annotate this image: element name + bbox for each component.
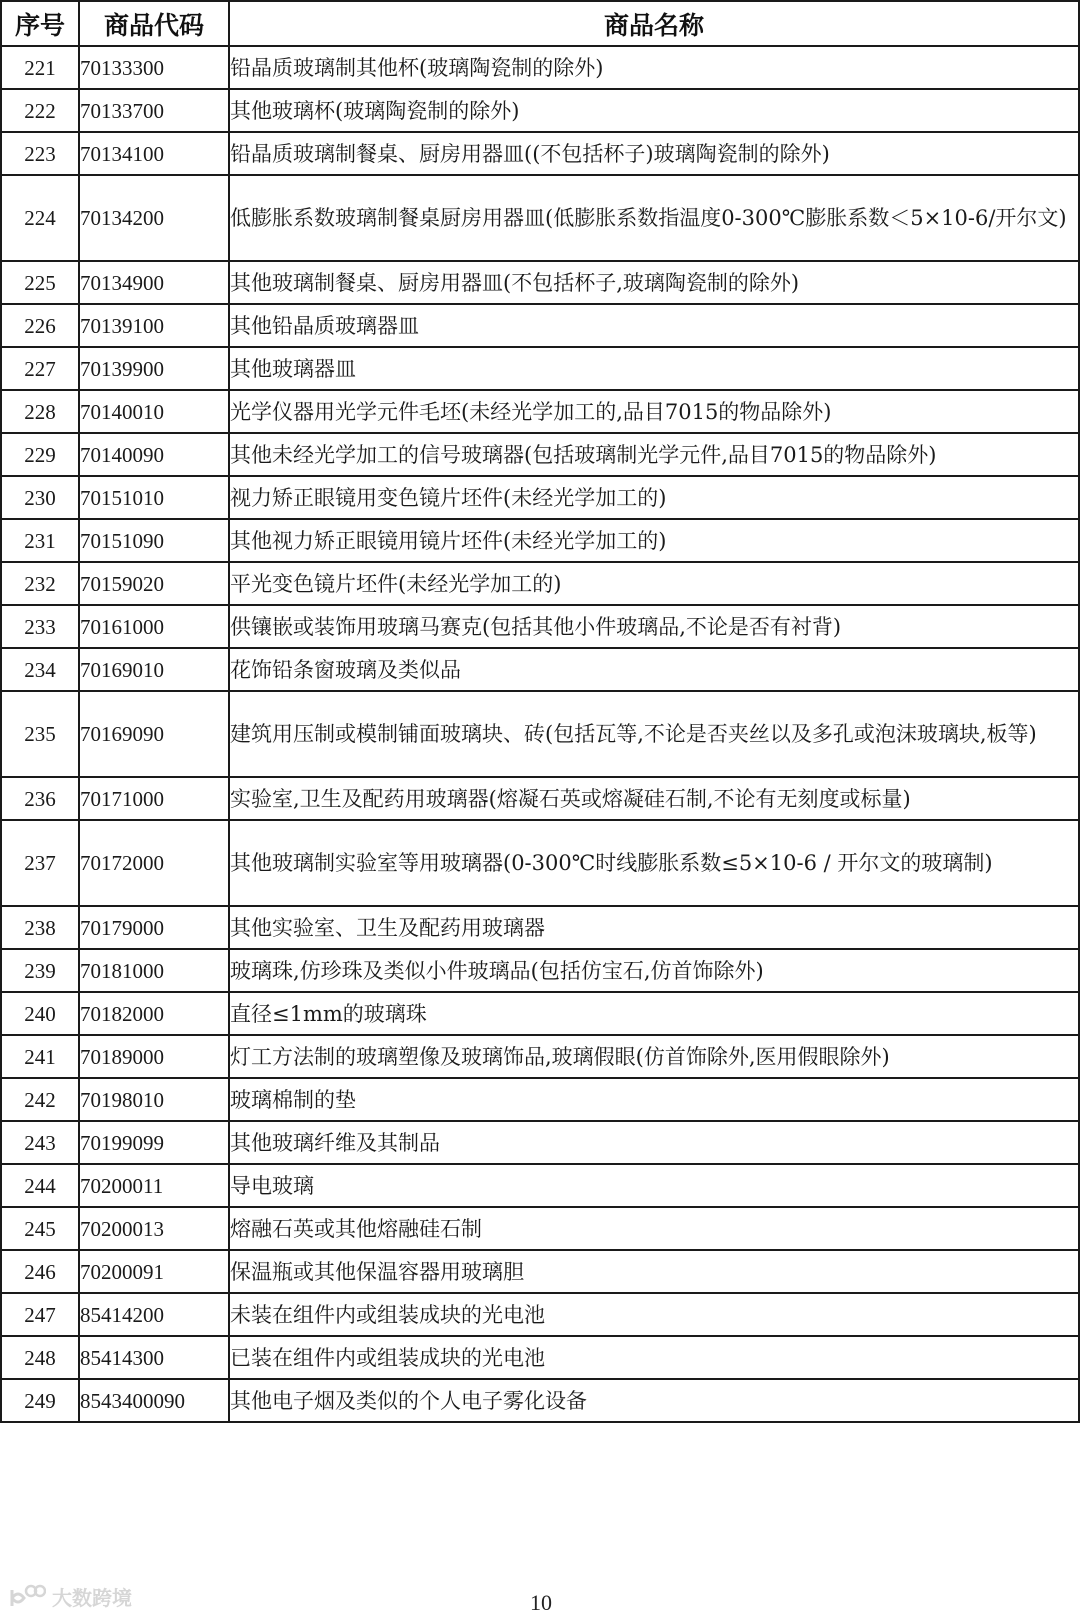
serial-no-cell: 221 [1,46,79,89]
table-row [1,1207,1079,1250]
brand-logo-icon [8,1584,46,1610]
serial-no-cell: 234 [1,648,79,691]
serial-no-cell: 242 [1,1078,79,1121]
table-row [1,390,1079,433]
goods-code-cell: 70134100 [79,132,229,175]
table-row [1,777,1079,820]
table-row [1,89,1079,132]
goods-code-cell: 70179000 [79,906,229,949]
goods-name-cell: 导电玻璃 [229,1164,1079,1207]
goods-code-cell: 70151010 [79,476,229,519]
serial-no-cell: 249 [1,1379,79,1422]
goods-name-cell: 其他玻璃器皿 [229,347,1079,390]
goods-name-cell: 实验室,卫生及配药用玻璃器(熔凝石英或熔凝硅石制,不论有无刻度或标量) [229,777,1079,820]
goods-code-cell: 70133700 [79,89,229,132]
serial-no-cell: 237 [1,820,79,906]
serial-no-cell: 246 [1,1250,79,1293]
goods-code-cell: 85414200 [79,1293,229,1336]
serial-no-cell: 239 [1,949,79,992]
goods-code-cell: 70182000 [79,992,229,1035]
serial-no-cell: 243 [1,1121,79,1164]
goods-name-cell: 铅晶质玻璃制餐桌、厨房用器皿((不包括杯子)玻璃陶瓷制的除外) [229,132,1079,175]
table-row [1,949,1079,992]
goods-code-cell: 70140010 [79,390,229,433]
goods-name-cell: 平光变色镜片坯件(未经光学加工的) [229,562,1079,605]
goods-code-cell: 8543400090 [79,1379,229,1422]
table-row [1,691,1079,777]
table-row [1,1035,1079,1078]
goods-name-cell: 视力矫正眼镜用变色镜片坯件(未经光学加工的) [229,476,1079,519]
goods-name-cell: 其他视力矫正眼镜用镜片坯件(未经光学加工的) [229,519,1079,562]
serial-no-cell: 245 [1,1207,79,1250]
table-row [1,562,1079,605]
serial-no-cell: 225 [1,261,79,304]
goods-code-cell: 70133300 [79,46,229,89]
goods-code-cell: 70140090 [79,433,229,476]
header-goods-name: 商品名称 [229,1,1079,46]
goods-name-cell: 低膨胀系数玻璃制餐桌厨房用器皿(低膨胀系数指温度0-300℃膨胀系数＜5×10-6/开尔文) [229,175,1079,261]
serial-no-cell: 228 [1,390,79,433]
goods-name-cell: 保温瓶或其他保温容器用玻璃胆 [229,1250,1079,1293]
serial-no-cell: 226 [1,304,79,347]
goods-name-cell: 其他实验室、卫生及配药用玻璃器 [229,906,1079,949]
table-row [1,648,1079,691]
serial-no-cell: 241 [1,1035,79,1078]
goods-name-cell: 其他未经光学加工的信号玻璃器(包括玻璃制光学元件,品目7015的物品除外) [229,433,1079,476]
goods-code-cell: 70200011 [79,1164,229,1207]
table-row [1,175,1079,261]
table-row [1,1078,1079,1121]
watermark [8,1582,132,1611]
serial-no-cell: 240 [1,992,79,1035]
page-number: 10 [530,1590,552,1615]
goods-name-cell: 玻璃珠,仿珍珠及类似小件玻璃品(包括仿宝石,仿首饰除外) [229,949,1079,992]
goods-name-cell: 花饰铅条窗玻璃及类似品 [229,648,1079,691]
table-row [1,1336,1079,1379]
table-body [1,46,1079,1422]
goods-code-cell: 70151090 [79,519,229,562]
table-row [1,132,1079,175]
goods-code-cell: 70189000 [79,1035,229,1078]
goods-code-cell: 70134900 [79,261,229,304]
serial-no-cell: 236 [1,777,79,820]
header-serial-no: 序号 [1,1,79,46]
table-row [1,519,1079,562]
goods-name-cell: 玻璃棉制的垫 [229,1078,1079,1121]
goods-code-cell: 70199099 [79,1121,229,1164]
table-row [1,605,1079,648]
goods-code-cell: 70139900 [79,347,229,390]
table-row [1,433,1079,476]
goods-code-cell: 70198010 [79,1078,229,1121]
goods-name-cell: 光学仪器用光学元件毛坯(未经光学加工的,品目7015的物品除外) [229,390,1079,433]
serial-no-cell: 235 [1,691,79,777]
table-row [1,46,1079,89]
goods-code-cell: 70134200 [79,175,229,261]
goods-name-cell: 灯工方法制的玻璃塑像及玻璃饰品,玻璃假眼(仿首饰除外,医用假眼除外) [229,1035,1079,1078]
goods-name-cell: 熔融石英或其他熔融硅石制 [229,1207,1079,1250]
goods-code-cell: 70169010 [79,648,229,691]
goods-code-cell: 70172000 [79,820,229,906]
goods-name-cell: 直径≤1mm的玻璃珠 [229,992,1079,1035]
goods-code-cell: 70139100 [79,304,229,347]
goods-code-cell: 70181000 [79,949,229,992]
goods-code-cell: 70169090 [79,691,229,777]
table-header-row [1,1,1079,46]
table-row [1,906,1079,949]
serial-no-cell: 232 [1,562,79,605]
table-row [1,304,1079,347]
goods-code-cell: 70159020 [79,562,229,605]
serial-no-cell: 233 [1,605,79,648]
goods-code-cell: 85414300 [79,1336,229,1379]
header-goods-code: 商品代码 [79,1,229,46]
watermark-text: 大数跨境 [52,1586,132,1610]
serial-no-cell: 223 [1,132,79,175]
table-row [1,820,1079,906]
table-row [1,992,1079,1035]
serial-no-cell: 247 [1,1293,79,1336]
goods-name-cell: 未装在组件内或组装成块的光电池 [229,1293,1079,1336]
goods-name-cell: 其他玻璃制实验室等用玻璃器(0-300℃时线膨胀系数≤5×10-6 / 开尔文的玻璃制) [229,820,1079,906]
serial-no-cell: 244 [1,1164,79,1207]
goods-name-cell: 其他玻璃制餐桌、厨房用器皿(不包括杯子,玻璃陶瓷制的除外) [229,261,1079,304]
goods-name-cell: 其他玻璃纤维及其制品 [229,1121,1079,1164]
goods-name-cell: 铅晶质玻璃制其他杯(玻璃陶瓷制的除外) [229,46,1079,89]
goods-code-cell: 70200013 [79,1207,229,1250]
table-row [1,347,1079,390]
serial-no-cell: 238 [1,906,79,949]
goods-name-cell: 其他玻璃杯(玻璃陶瓷制的除外) [229,89,1079,132]
goods-name-cell: 其他电子烟及类似的个人电子雾化设备 [229,1379,1079,1422]
goods-code-cell: 70161000 [79,605,229,648]
serial-no-cell: 222 [1,89,79,132]
table-row [1,1250,1079,1293]
serial-no-cell: 231 [1,519,79,562]
serial-no-cell: 248 [1,1336,79,1379]
table-row [1,1293,1079,1336]
goods-name-cell: 建筑用压制或模制铺面玻璃块、砖(包括瓦等,不论是否夹丝以及多孔或泡沫玻璃块,板等) [229,691,1079,777]
goods-name-cell: 供镶嵌或装饰用玻璃马赛克(包括其他小件玻璃品,不论是否有衬背) [229,605,1079,648]
table-row [1,1121,1079,1164]
serial-no-cell: 224 [1,175,79,261]
goods-name-cell: 已装在组件内或组装成块的光电池 [229,1336,1079,1379]
goods-name-cell: 其他铅晶质玻璃器皿 [229,304,1079,347]
serial-no-cell: 227 [1,347,79,390]
table-row [1,261,1079,304]
table-row [1,1164,1079,1207]
table-row [1,476,1079,519]
goods-code-cell: 70171000 [79,777,229,820]
serial-no-cell: 229 [1,433,79,476]
goods-code-cell: 70200091 [79,1250,229,1293]
serial-no-cell: 230 [1,476,79,519]
table-row [1,1379,1079,1422]
